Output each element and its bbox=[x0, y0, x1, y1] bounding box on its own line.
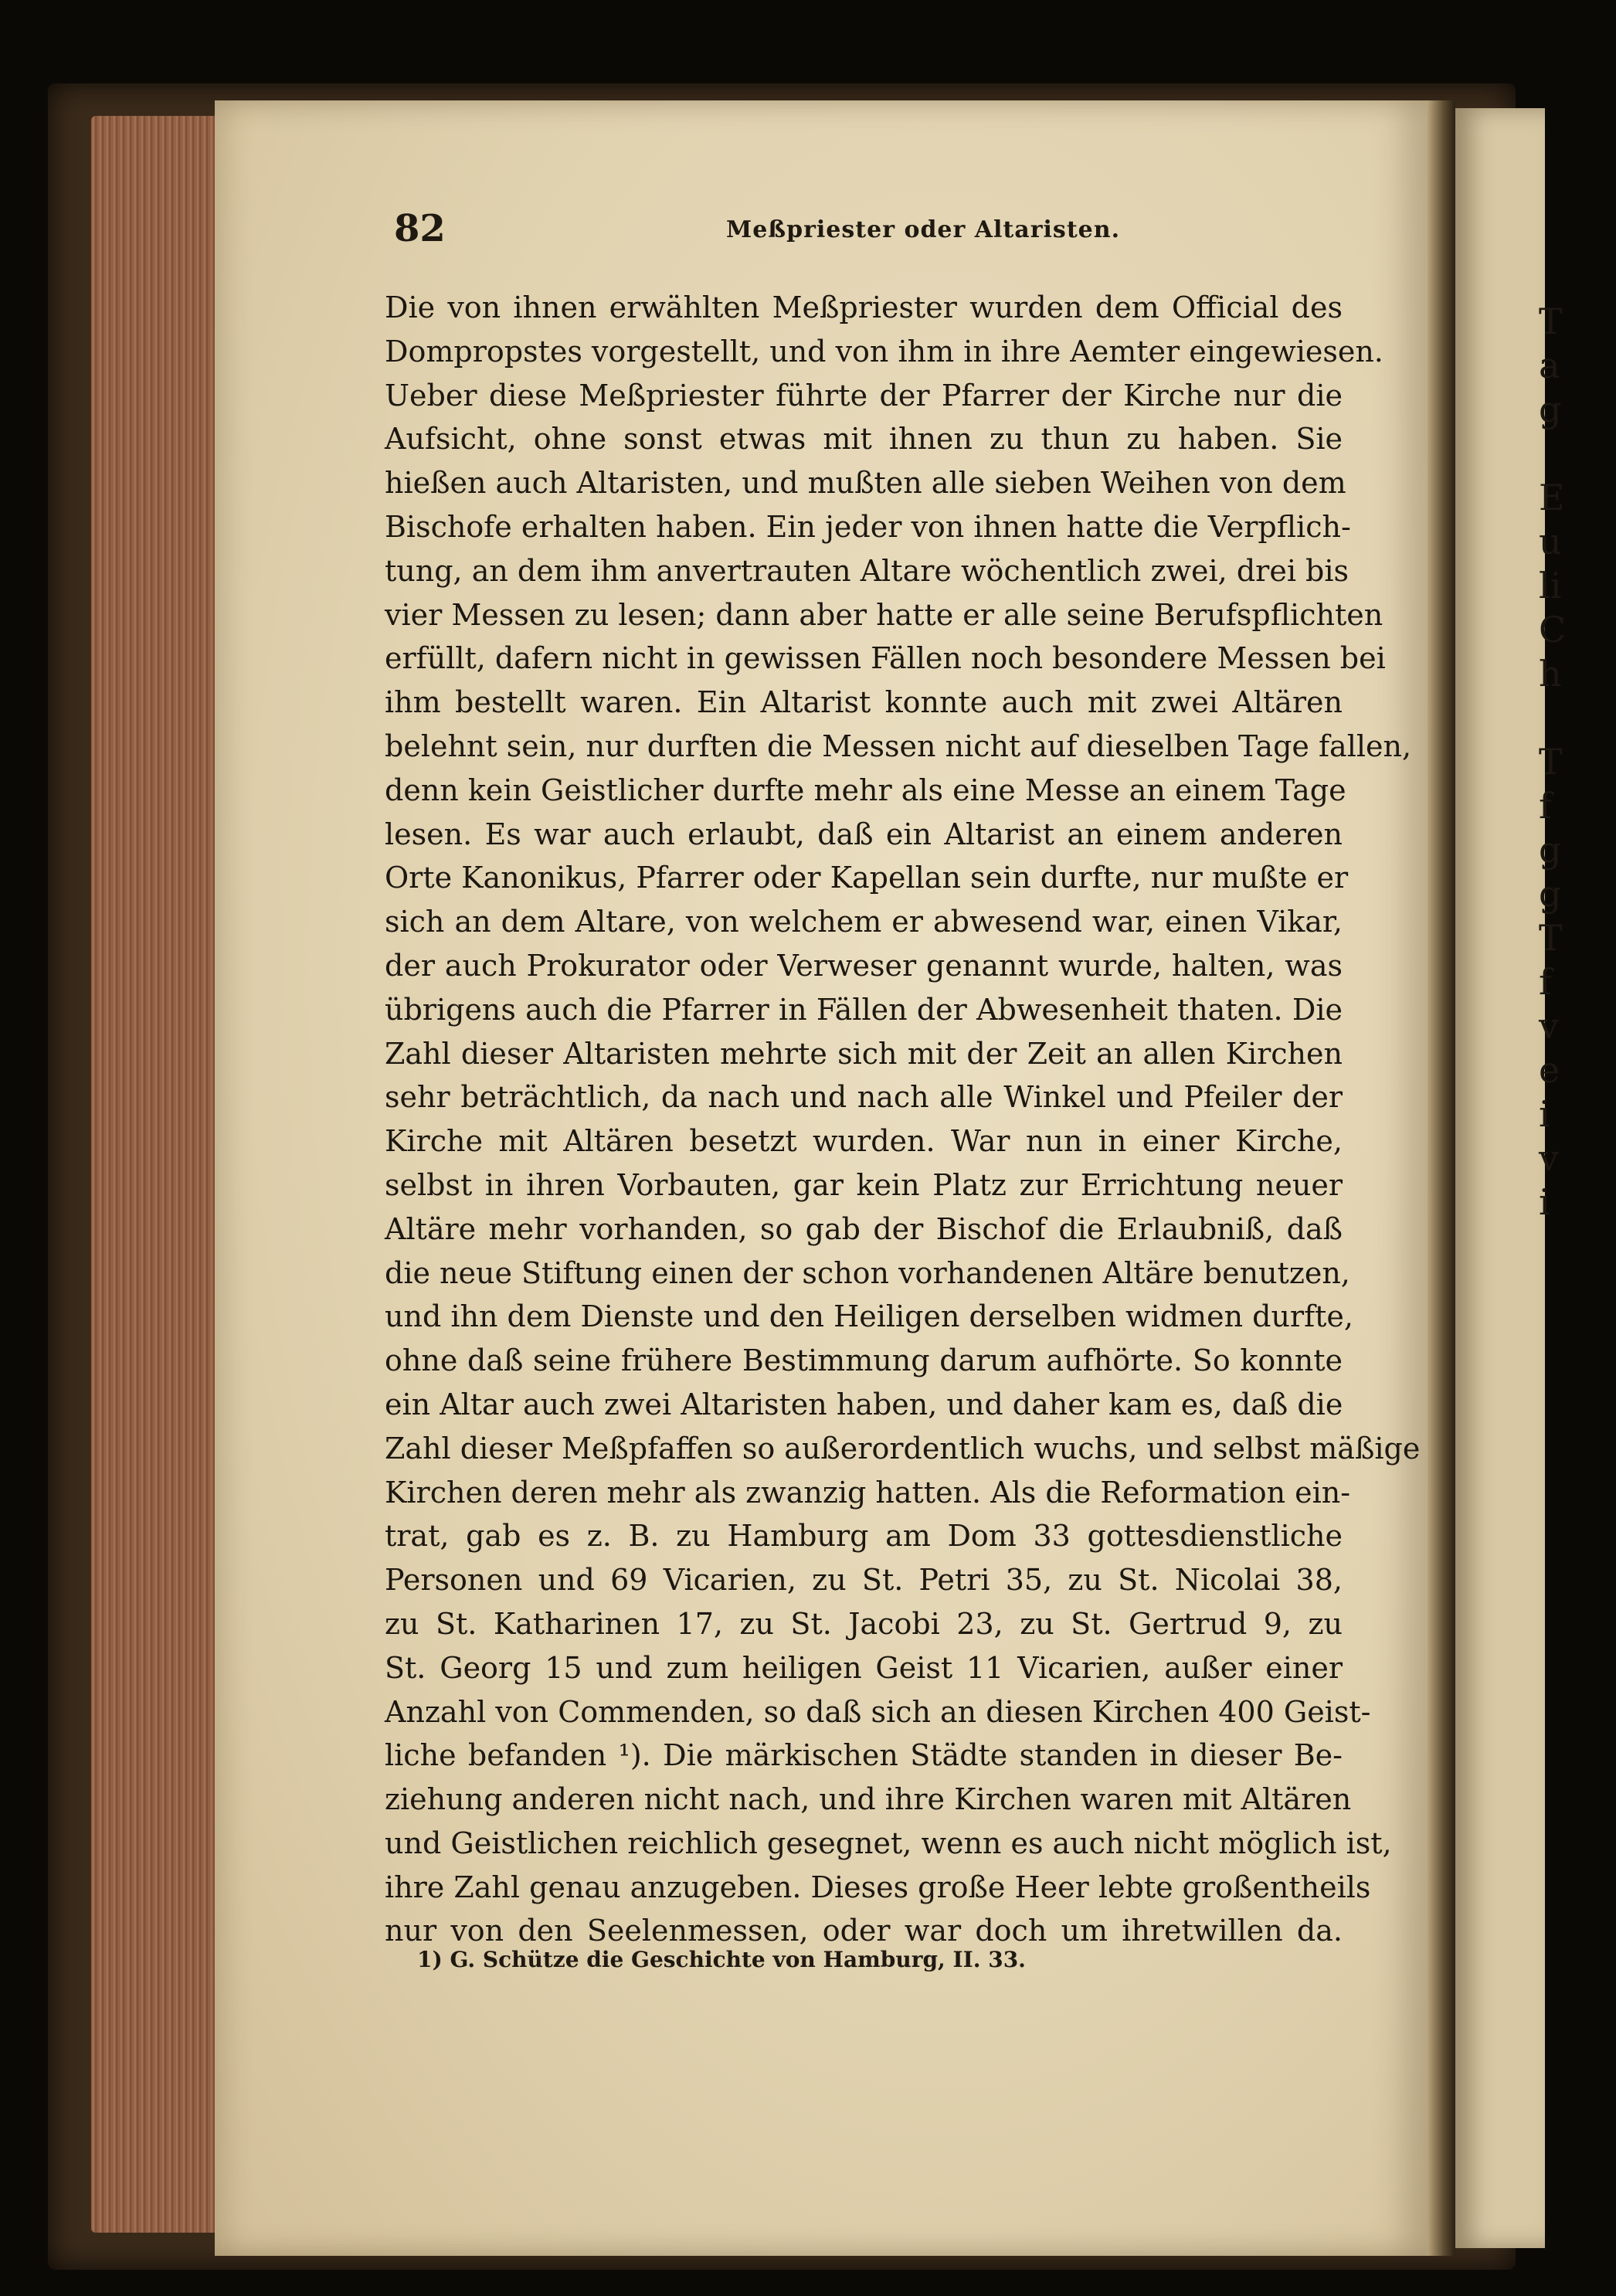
text-line: lesen. Es war auch erlaubt, daß ein Altarist an einem anderen bbox=[385, 817, 1343, 851]
facing-page-fragment: u bbox=[1539, 521, 1562, 562]
facing-page-fragment: h bbox=[1539, 653, 1562, 695]
footnote: 1) G. Schütze die Geschichte von Hamburg, II. 33. bbox=[417, 1947, 1026, 1972]
text-line: die neue Stiftung einen der schon vorhandenen Altäre benutzen, bbox=[385, 1255, 1350, 1290]
text-line: Kirchen deren mehr als zwanzig hatten. Als die Reformation ein- bbox=[385, 1475, 1351, 1510]
body-text bbox=[385, 286, 1421, 1953]
facing-page bbox=[1455, 108, 1567, 2248]
facing-page-fragment: a bbox=[1539, 345, 1560, 386]
facing-page-fragment: v bbox=[1539, 1137, 1559, 1179]
text-line: Anzahl von Commenden, so daß sich an diesen Kirchen 400 Geist- bbox=[385, 1694, 1371, 1729]
facing-page-fragment bbox=[1539, 1269, 1616, 1313]
facing-page-fragment bbox=[1539, 1445, 1616, 1489]
facing-page-fragment: g bbox=[1539, 829, 1562, 871]
facing-page-fragment: e bbox=[1539, 1049, 1560, 1091]
facing-page-fragment bbox=[1539, 1665, 1616, 1709]
text-line: ziehung anderen nicht nach, und ihre Kirchen waren mit Altären bbox=[385, 1782, 1352, 1817]
text-line: ein Altar auch zwei Altaristen haben, und daher kam es, daß die bbox=[385, 1387, 1343, 1421]
text-line: zu St. Katharinen 17, zu St. Jacobi 23, zu St. Gertrud 9, zu bbox=[385, 1606, 1343, 1641]
facing-page-fragment: g bbox=[1539, 873, 1562, 915]
book-gutter bbox=[1428, 100, 1455, 2256]
text-line: Dompropstes vorgestellt, und von ihm in ihre Aemter eingewiesen. bbox=[385, 334, 1383, 369]
text-line: Personen und 69 Vicarien, zu St. Petri 35, zu St. Nicolai 38, bbox=[385, 1563, 1343, 1598]
facing-page-fragment: T bbox=[1539, 917, 1563, 959]
facing-page-fragment: v bbox=[1539, 1005, 1559, 1047]
facing-page-fragment bbox=[1539, 1533, 1616, 1577]
text-line: Die von ihnen erwählten Meßpriester wurden dem Official des bbox=[385, 290, 1343, 324]
text-line: Aufsicht, ohne sonst etwas mit ihnen zu thun zu haben. Sie bbox=[385, 422, 1343, 457]
text-line: übrigens auch die Pfarrer in Fällen der Abwesenheit thaten. Die bbox=[385, 992, 1343, 1027]
text-line: belehnt sein, nur durften die Messen nicht auf dieselben Tage fallen, bbox=[385, 729, 1412, 763]
text-line: ihre Zahl genau anzugeben. Dieses große Heer lebte großentheils bbox=[385, 1870, 1371, 1904]
facing-page-fragment bbox=[1539, 1621, 1616, 1665]
text-line: Bischofe erhalten haben. Ein jeder von ihnen hatte die Verpflich- bbox=[385, 509, 1351, 544]
facing-page-fragment bbox=[1539, 1401, 1616, 1445]
facing-page-fragment bbox=[1539, 1313, 1616, 1357]
text-line: liche befanden ¹). Die märkischen Städte standen in dieser Be- bbox=[385, 1738, 1343, 1773]
page-edges bbox=[91, 116, 215, 2233]
text-line: ihm bestellt waren. Ein Altarist konnte auch mit zwei Altären bbox=[385, 685, 1343, 720]
text-line: denn kein Geistlicher durfte mehr als eine Messe an einem Tage bbox=[385, 773, 1346, 807]
text-line: Altäre mehr vorhanden, so gab der Bischof die Erlaubniß, daß bbox=[385, 1211, 1343, 1246]
facing-page-fragment: f bbox=[1539, 961, 1553, 1003]
text-line: sehr beträchtlich, da nach und nach alle Winkel und Pfeiler der bbox=[385, 1080, 1343, 1115]
text-line: der auch Prokurator oder Verweser genannt wurde, halten, was bbox=[385, 948, 1343, 983]
facing-page-fragment: f bbox=[1539, 785, 1553, 827]
text-line: Zahl dieser Meßpfaffen so außerordentlich wuchs, und selbst mäßige bbox=[385, 1431, 1421, 1466]
facing-page-fragment bbox=[1539, 1489, 1616, 1533]
facing-page-fragment bbox=[1539, 696, 1616, 740]
text-line: St. Georg 15 und zum heiligen Geist 11 Vicarien, außer einer bbox=[385, 1650, 1343, 1685]
header-title: Meßpriester oder Altaristen. bbox=[726, 216, 1121, 243]
text-line: und Geistlichen reichlich gesegnet, wenn es auch nicht möglich ist, bbox=[385, 1826, 1392, 1860]
facing-page-fragment bbox=[1539, 1224, 1616, 1269]
text-line: selbst in ihren Vorbauten, gar kein Platz zur Errichtung neuer bbox=[385, 1167, 1343, 1202]
facing-page-fragment: li bbox=[1539, 565, 1562, 606]
text-line: hießen auch Altaristen, und mußten alle sieben Weihen von dem bbox=[385, 466, 1346, 501]
facing-page-fragment: i bbox=[1539, 1181, 1550, 1223]
facing-page-fragment: i bbox=[1539, 1093, 1550, 1135]
page-number: 82 bbox=[394, 207, 446, 250]
facing-page-fragment bbox=[1539, 1357, 1616, 1401]
text-line: nur von den Seelenmessen, oder war doch um ihretwillen da. bbox=[385, 1914, 1343, 1948]
text-line: und ihn dem Dienste und den Heiligen derselben widmen durfte, bbox=[385, 1299, 1353, 1334]
facing-page-fragment: g bbox=[1539, 389, 1562, 430]
text-line: erfüllt, dafern nicht in gewissen Fällen noch besondere Messen bei bbox=[385, 641, 1386, 676]
facing-page-fragment: T bbox=[1539, 301, 1563, 342]
text-line: vier Messen zu lesen; dann aber hatte er alle seine Berufspflichten bbox=[385, 597, 1383, 632]
running-head bbox=[394, 207, 1460, 253]
text-line: tung, an dem ihm anvertrauten Altare wöchentlich zwei, drei bis bbox=[385, 553, 1349, 588]
facing-page-text bbox=[1539, 300, 1616, 1709]
facing-page-fragment bbox=[1539, 432, 1616, 476]
text-line: ohne daß seine frühere Bestimmung darum aufhörte. So konnte bbox=[385, 1343, 1343, 1378]
facing-page-fragment: E bbox=[1539, 477, 1565, 518]
facing-page-fragment: C bbox=[1539, 609, 1567, 650]
text-line: sich an dem Altare, von welchem er abwesend war, einen Vikar, bbox=[385, 905, 1343, 939]
facing-page-fragment: T bbox=[1539, 741, 1563, 783]
text-line: trat, gab es z. B. zu Hamburg am Dom 33 gottesdienstliche bbox=[385, 1519, 1343, 1554]
text-line: Ueber diese Meßpriester führte der Pfarrer der Kirche nur die bbox=[385, 378, 1343, 413]
text-line: Orte Kanonikus, Pfarrer oder Kapellan sein durfte, nur mußte er bbox=[385, 861, 1349, 895]
facing-page-fragment bbox=[1539, 1577, 1616, 1621]
text-line: Zahl dieser Altaristen mehrte sich mit der Zeit an allen Kirchen bbox=[385, 1036, 1343, 1071]
text-line: Kirche mit Altären besetzt wurden. War nun in einer Kirche, bbox=[385, 1124, 1343, 1159]
